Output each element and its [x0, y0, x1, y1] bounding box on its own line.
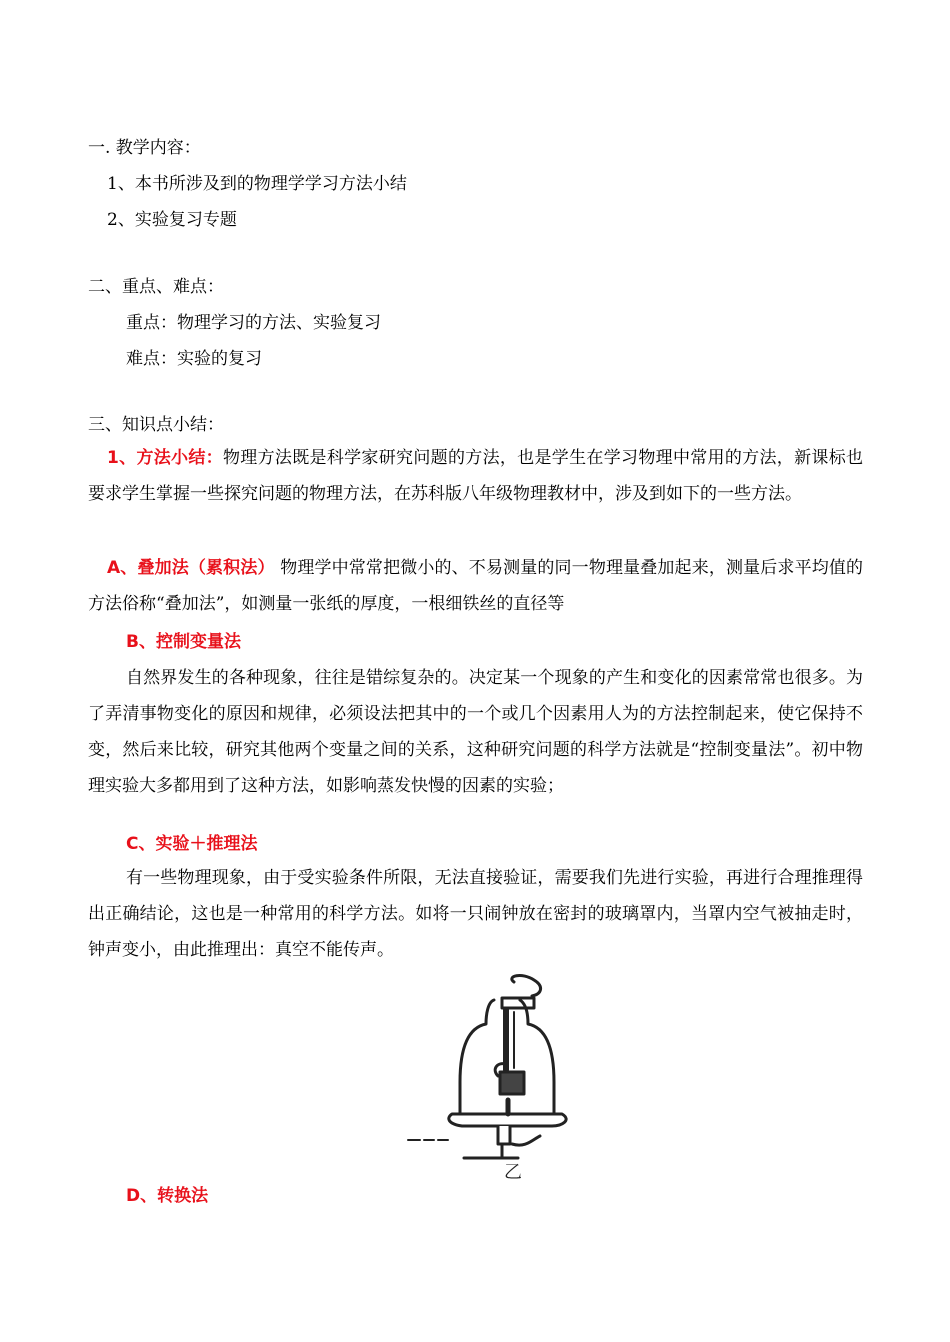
section3-heading: 三、知识点小结： [88, 415, 224, 435]
section1-item-2: 2、实验复习专题 [107, 210, 237, 230]
method-b-title: B、控制变量法 [126, 632, 241, 652]
section2-heading: 二、重点、难点： [88, 277, 224, 297]
method-summary-text: 物理方法既是科学家研究问题的方法，也是学生在学习物理中常用的方法，新课标也要求学生掌握一些探究问题的物理方法，在苏科版八年级物理教材中，涉及到如下的一些方法。 [88, 448, 863, 504]
section1-item-1: 1、本书所涉及到的物理学学习方法小结 [107, 174, 407, 194]
method-a-title: A、叠加法（累积法） [107, 558, 275, 578]
bell-jar-illustration [402, 972, 572, 1184]
section1-heading: 一. 教学内容： [88, 138, 201, 158]
figure-caption: 乙 [504, 1162, 522, 1183]
method-a-text: 物理学中常常把微小的、不易测量的同一物理量叠加起来，测量后求平均值的方法俗称“叠加法”，如测量一张纸的厚度，一根细铁丝的直径等 [88, 558, 864, 614]
method-summary-title: 1、方法小结： [107, 448, 223, 468]
method-a-paragraph [88, 550, 863, 622]
bell-jar-figure [402, 972, 572, 1184]
method-c-title: C、实验＋推理法 [126, 834, 258, 854]
method-c-text: 有一些物理现象，由于受实验条件所限，无法直接验证，需要我们先进行实验，再进行合理推理得出正确结论，这也是一种常用的科学方法。如将一只闹钟放在密封的玻璃罩内，当罩内空气被抽走时，钟声变小，由此推理出：真空不能传声。 [88, 868, 863, 960]
method-b-text: 自然界发生的各种现象，往往是错综复杂的。决定某一个现象的产生和变化的因素常常也很多。为了弄清事物变化的原因和规律，必须设法把其中的一个或几个因素用人为的方法控制起来，使它保持不变，然后来比较，研究其他两个变量之间的关系，这种研究问题的科学方法就是“控制变量法”。初中物理实验大多都用到了这种方法，如影响蒸发快慢的因素的实验； [88, 668, 863, 796]
method-d-title: D、转换法 [126, 1186, 209, 1206]
difficulty: 难点：实验的复习 [126, 349, 262, 369]
key-point: 重点：物理学习的方法、实验复习 [126, 313, 381, 333]
method-summary-paragraph [88, 440, 863, 512]
